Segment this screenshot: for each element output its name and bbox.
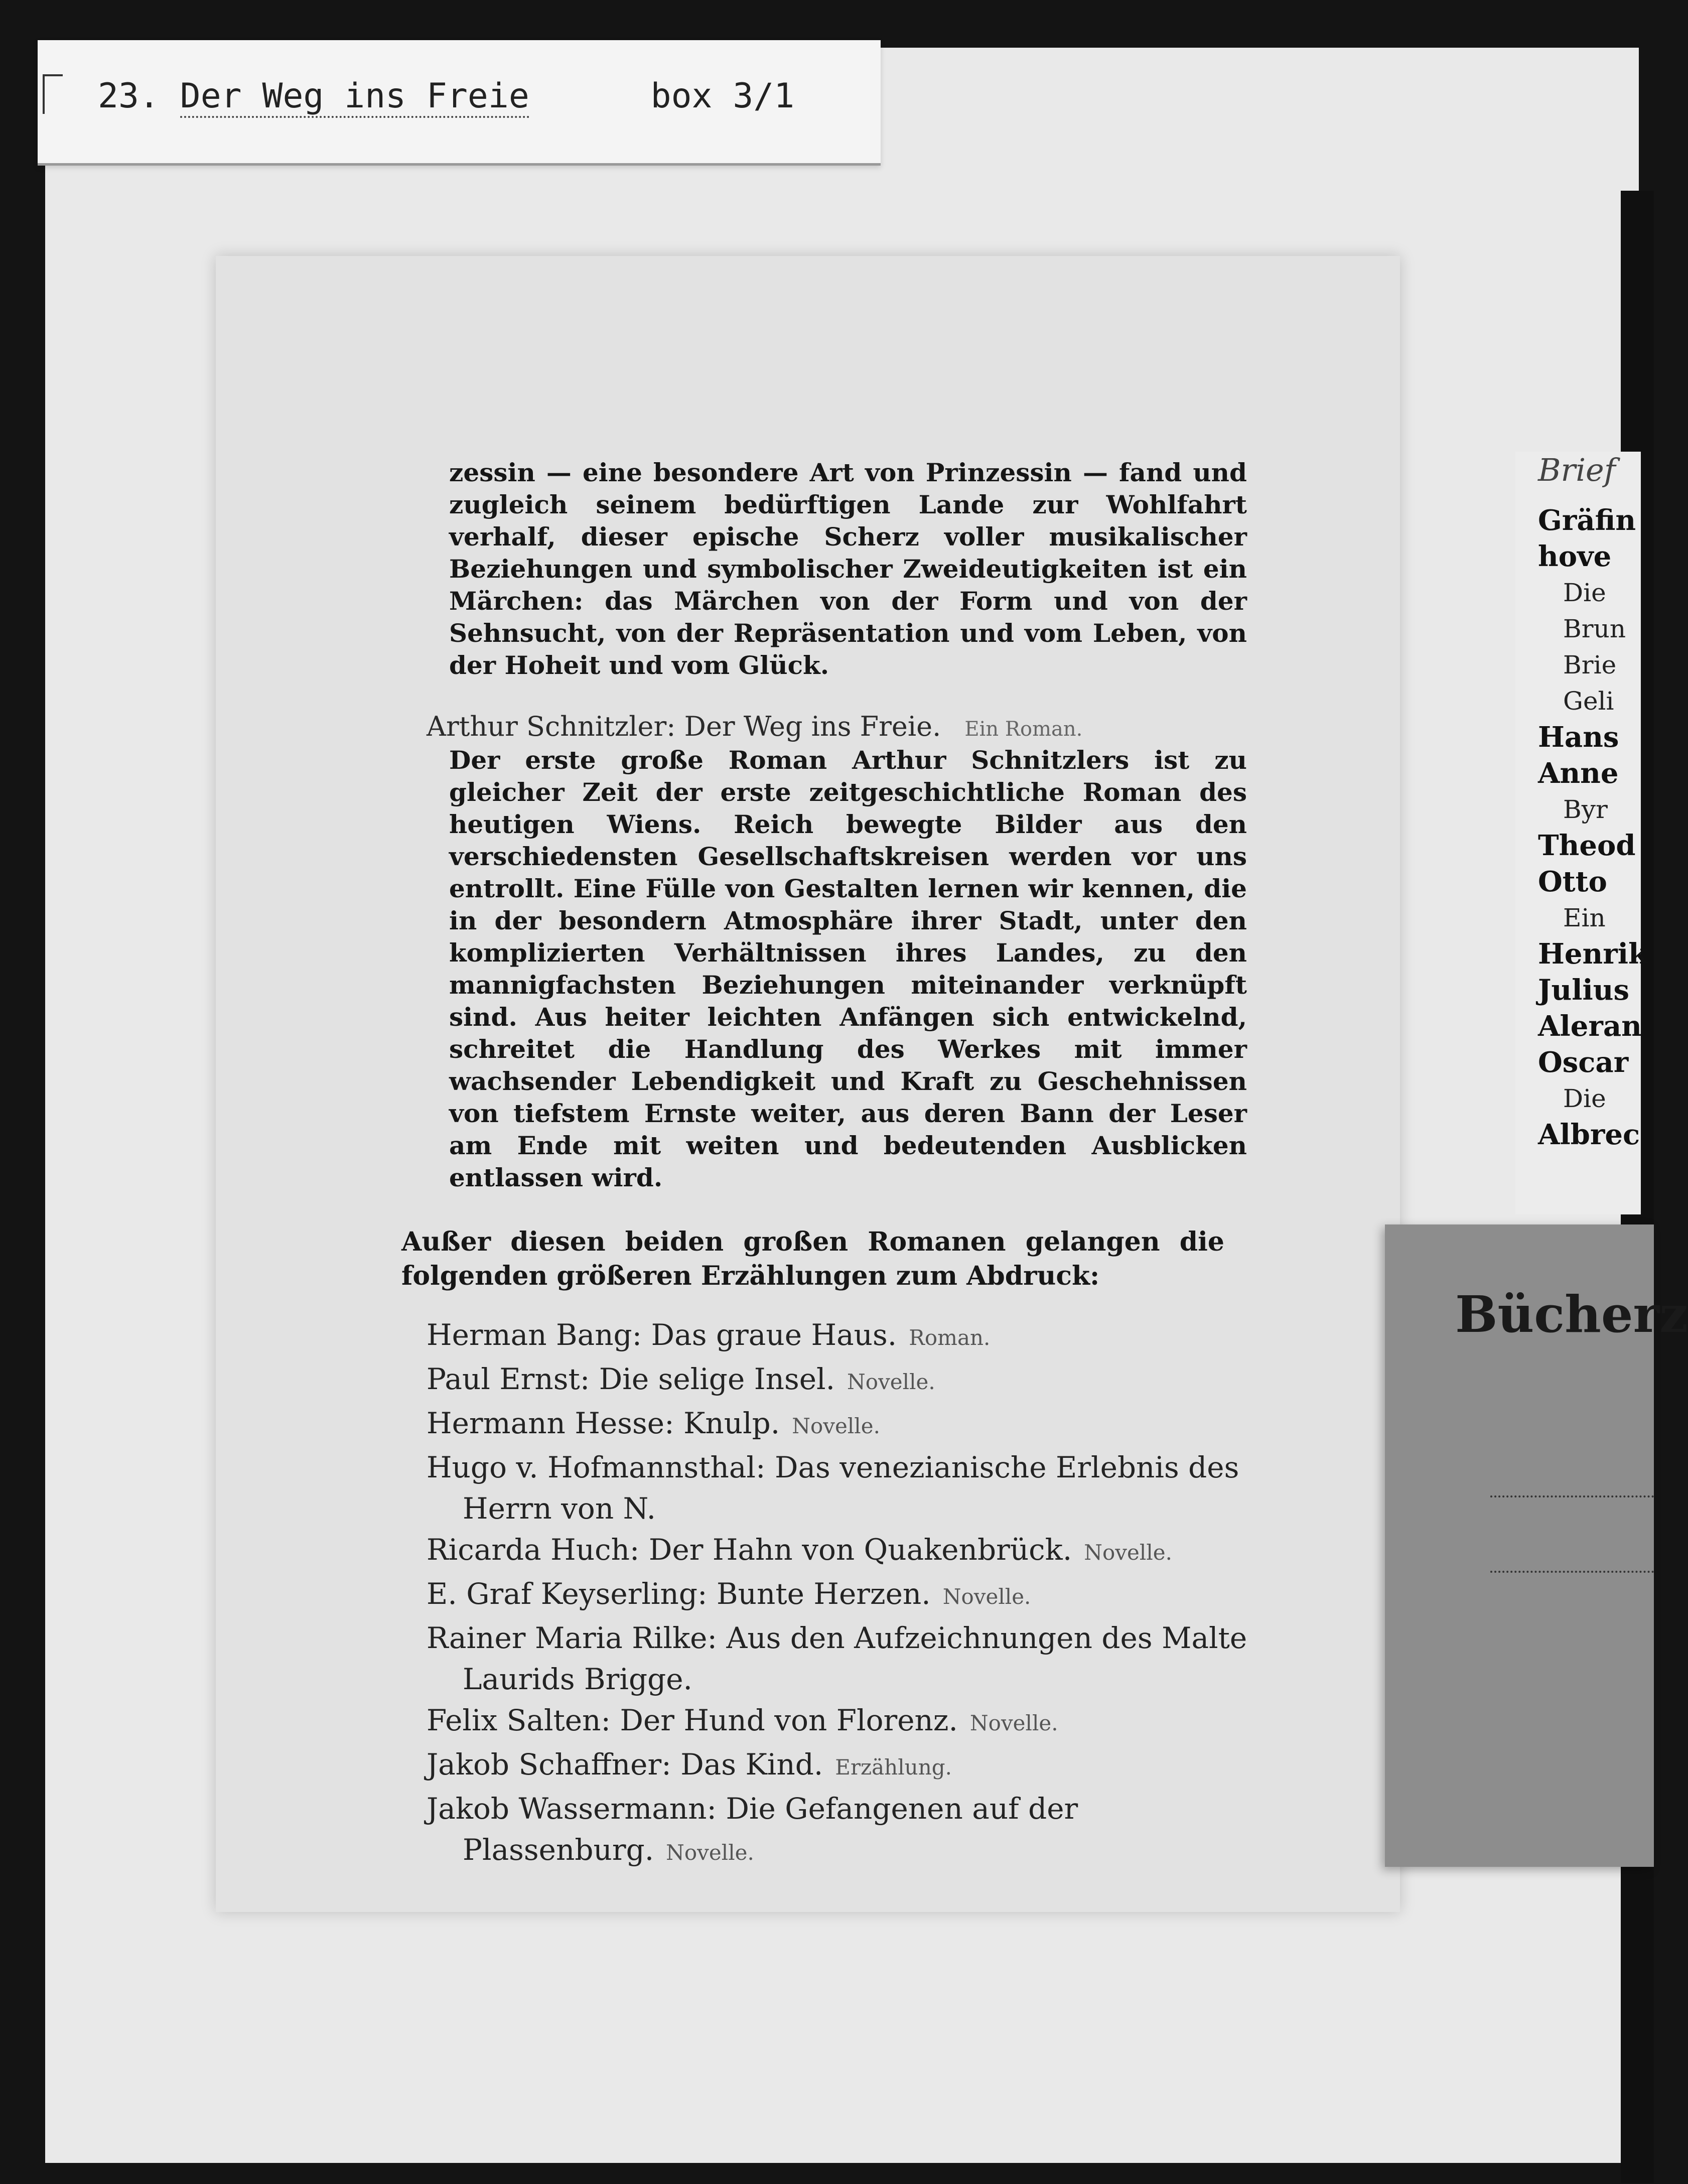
adjacent-page-heading: Brief — [1538, 452, 1616, 488]
schnitzler-paragraph: Der erste große Roman Arthur Schnitzlers ist zu gleicher Zeit der erste zeitgeschichtliche Roman des heutigen Wiens. Reich bewegte Bilder aus den verschiedensten Gesellschaftskreisen werden vor uns entrollt. Eine Fülle von Gestalten lernen wir kennen, die in der besondern Atmosphäre ihrer Stadt, unter den komplizierten Verhältnissen ihres Landes, zu den mannigfachsten Beziehungen miteinander verknüpft sind. Aus heiter leichten Anfängen sich entwickelnd, schreitet die Handlung des Werkes mit immer wachsender Lebendigkeit und Kraft zu Geschehnissen von tiefstem Ernste weiter, aus deren Bann der Leser am Ende mit weiten und bedeutenden Ausblicken entlassen wird. — [449, 745, 1247, 1192]
work-item — [427, 1529, 1280, 1573]
works-list — [427, 1314, 1280, 1873]
adjacent-page-line: Anne — [1538, 757, 1619, 790]
adjacent-page-line: Ein — [1563, 903, 1606, 932]
work-genre: Roman. — [909, 1325, 991, 1350]
work-item — [427, 1788, 1280, 1873]
work-title: Rainer Maria Rilke: Aus den Aufzeichnungen des Malte Laurids Brigge. — [427, 1621, 1247, 1696]
adjacent-page-line: Julius — [1538, 974, 1629, 1007]
adjacent-page-line: Henrik — [1538, 937, 1648, 971]
work-item — [427, 1617, 1280, 1700]
adjacent-page-line: Oscar — [1538, 1046, 1629, 1079]
work-genre: Novelle. — [792, 1414, 880, 1438]
work-item — [427, 1358, 1280, 1403]
work-item — [427, 1403, 1280, 1447]
work-title: Jakob Schaffner: Das Kind. — [427, 1747, 823, 1782]
schnitzler-entry-heading — [427, 711, 1280, 742]
work-genre: Novelle. — [666, 1840, 754, 1865]
work-item — [427, 1314, 1280, 1358]
adjacent-page-line: Otto — [1538, 865, 1607, 898]
adjacent-page-line: Die — [1563, 578, 1606, 607]
work-title: Felix Salten: Der Hund von Florenz. — [427, 1703, 958, 1737]
intro-paragraph: Außer diesen beiden großen Romanen gelangen die folgenden größeren Erzählungen zum Abdruck: — [401, 1226, 1224, 1291]
label-title: Der Weg ins Freie — [180, 76, 529, 118]
adjacent-page-line: Gräfin — [1538, 504, 1636, 537]
adjacent-page-line: Brie — [1563, 650, 1617, 679]
work-genre: Novelle. — [847, 1370, 935, 1394]
entry-author-title: Arthur Schnitzler: Der Weg ins Freie. — [427, 711, 941, 742]
adjacent-page-line: Brun — [1563, 614, 1626, 643]
adjacent-page-line: hove — [1538, 540, 1612, 573]
work-title: Jakob Wassermann: Die Gefangenen auf der Plassenburg. — [427, 1792, 1078, 1867]
adjacent-page — [1515, 452, 1648, 1214]
grey-order-card — [1385, 1224, 1688, 1867]
newspaper-clipping — [216, 256, 1400, 1912]
archive-label — [38, 40, 881, 166]
work-title: Ricarda Huch: Der Hahn von Quakenbrück. — [427, 1533, 1072, 1567]
clipping-content — [401, 457, 1280, 1873]
card-title: Bücherz — [1455, 1285, 1688, 1344]
dotted-line — [1490, 1495, 1654, 1497]
label-text — [98, 76, 794, 116]
work-item — [427, 1573, 1280, 1617]
adjacent-page-line: Albrec — [1538, 1118, 1640, 1151]
work-title: Herman Bang: Das graue Haus. — [427, 1318, 897, 1352]
work-item — [427, 1700, 1280, 1744]
adjacent-page-line: Geli — [1563, 687, 1614, 716]
adjacent-page-line: Theod — [1538, 829, 1636, 862]
work-item — [427, 1744, 1280, 1788]
work-title: E. Graf Keyserling: Bunte Herzen. — [427, 1577, 931, 1611]
work-genre: Novelle. — [969, 1711, 1058, 1735]
work-genre: Novelle. — [1084, 1540, 1172, 1565]
work-item — [427, 1447, 1280, 1529]
label-box: box 3/1 — [650, 76, 795, 116]
adjacent-page-column — [1538, 452, 1648, 1153]
work-genre: Erzählung. — [835, 1755, 952, 1780]
dotted-line — [1490, 1571, 1654, 1573]
opening-paragraph: zessin — eine besondere Art von Prinzessin — fand und zugleich seinem bedürftigen Lande zur Wohlfahrt verhalf, dieser epische Scherz voller musikalischer Beziehungen und symbolischer Zweideutigkeiten ist ein Märchen: das Märchen von der Form und von der Sehnsucht, von der Repräsentation und vom Leben, von der Hoheit und vom Glück. — [449, 458, 1247, 680]
adjacent-page-line: Aleran — [1538, 1010, 1642, 1043]
work-title: Hermann Hesse: Knulp. — [427, 1406, 780, 1440]
entry-genre: Ein Roman. — [964, 718, 1083, 741]
label-number: 23. — [98, 76, 160, 116]
work-title: Hugo v. Hofmannsthal: Das venezianische Erlebnis des Herrn von N. — [427, 1450, 1239, 1526]
corner-mark — [43, 74, 63, 114]
work-genre: Novelle. — [942, 1584, 1031, 1609]
adjacent-page-line: Die — [1563, 1084, 1606, 1113]
adjacent-page-line: Byr — [1563, 795, 1608, 824]
work-title: Paul Ernst: Die selige Insel. — [427, 1362, 835, 1396]
adjacent-page-line: Hans — [1538, 721, 1619, 754]
